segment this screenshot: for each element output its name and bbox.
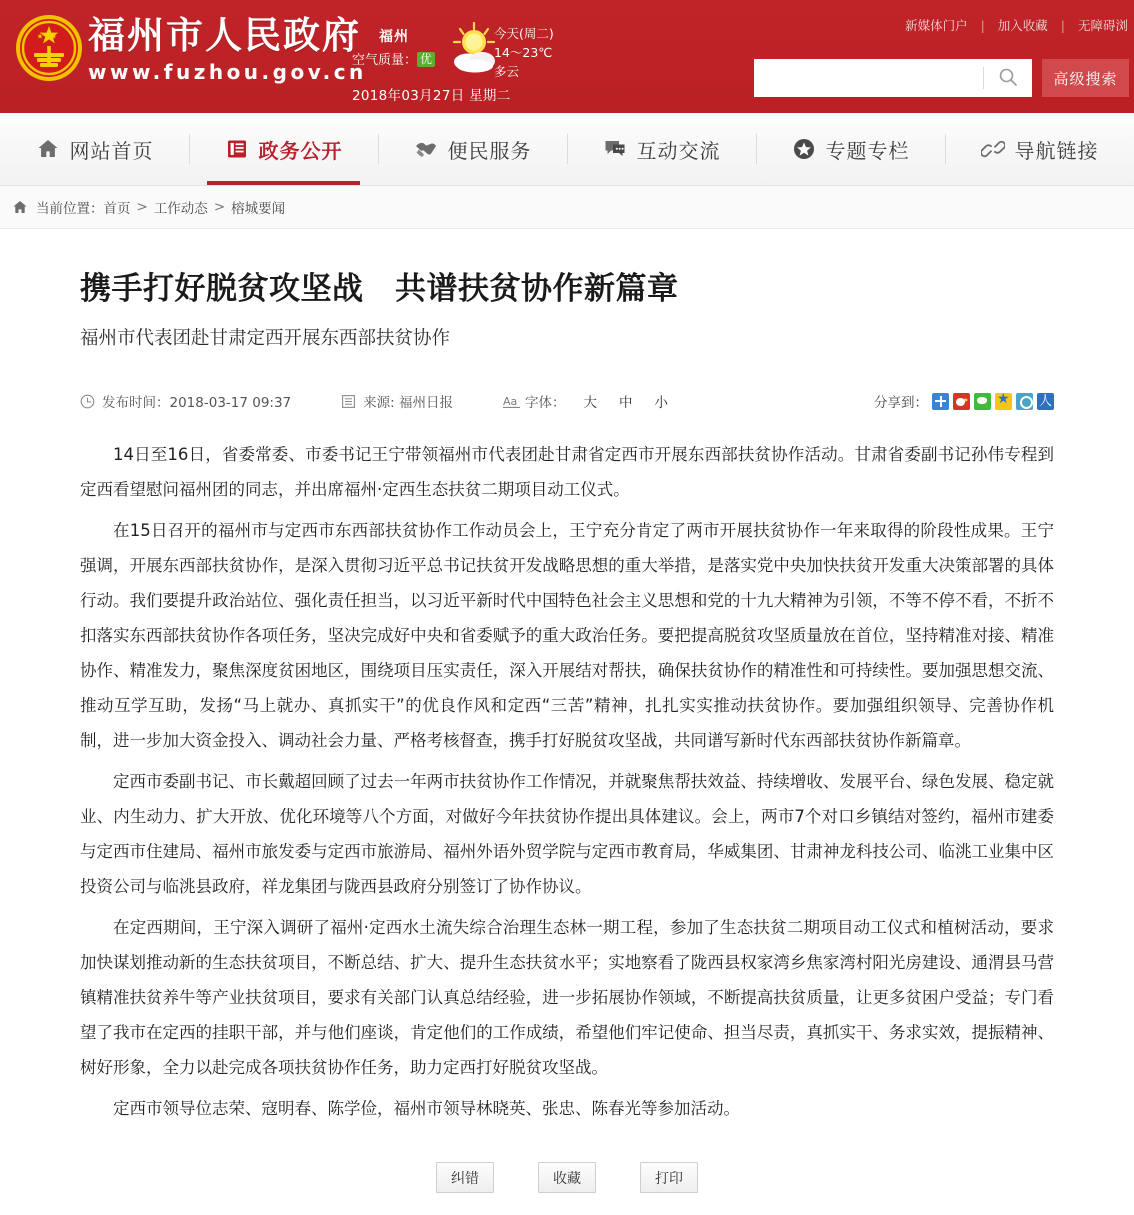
article-body [80,437,1054,1126]
share-label: 分享到： [874,395,928,411]
sina-weibo-icon[interactable] [953,393,970,410]
nav-label: 便民服务 [447,138,532,163]
article-meta-bar [80,381,1054,421]
top-link-add-favorite[interactable]: 加入收藏 [997,18,1048,33]
qzone-icon[interactable] [995,393,1012,410]
search-icon [998,67,1018,90]
article-header [44,267,1090,353]
site-url: www.fuzhou.gov.cn [88,60,367,84]
nav-item-government-affairs[interactable] [189,113,378,185]
current-date: 2018年03月27日 星期二 [352,88,511,104]
top-link-separator: | [1060,18,1065,33]
search-button[interactable] [984,59,1032,97]
favorite-button[interactable]: 收藏 [538,1162,596,1193]
breadcrumb-prefix: 当前位置： [36,201,104,217]
article-paragraph: 定西市领导位志荣、寇明春、陈学俭，福州市领导林晓英、张忠、陈春光等参加活动。 [113,1099,740,1118]
site-logo[interactable] [88,14,367,84]
article-subtitle: 福州市代表团赴甘肃定西开展东西部扶贫协作 [80,328,451,349]
clock-icon [80,394,95,409]
font-size-medium[interactable]: 中 [619,395,633,411]
document-icon [225,137,249,161]
list-icon [341,394,356,409]
report-error-button[interactable]: 纠错 [436,1162,494,1193]
nav-label: 导航链接 [1014,138,1099,163]
nav-item-special-topics[interactable] [756,113,945,185]
top-links [905,16,1128,34]
top-link-accessibility[interactable]: 无障碍浏 [1077,18,1128,33]
font-size-small[interactable]: 小 [654,395,668,411]
print-button[interactable]: 打印 [640,1162,698,1193]
breadcrumb-separator: > [136,199,148,215]
breadcrumb-item-work-updates[interactable]: 工作动态 [153,201,208,217]
weather-condition: 多云 [494,64,520,79]
weather-details [494,24,584,81]
page-title: 携手打好脱贫攻坚战 共谱扶贫协作新篇章 [80,271,679,307]
national-emblem-icon [14,13,84,83]
article-paragraph: 定西市委副书记、市长戴超回顾了过去一年两市扶贫协作工作情况，并就聚焦帮扶效益、持续增收、发展平台、绿色发展、稳定就业、内生动力、扩大开放、优化环境等八个方面，对做好今年扶贫协作提出具体建议。会上，两市7个对口乡镇结对签约，福州市建委与定西市住建局、福州市旅发委与定西市旅游局、福州外语外贸学院与定西市教育局，华威集团、甘肃神龙科技公司、临洮工业集中区投资公司与临洮县政府，祥龙集团与陇西县政府分别签订了协作协议。 [80,772,1054,896]
home-small-icon [12,199,28,215]
link-icon [981,137,1005,161]
article-source [341,391,453,411]
share-plus-icon[interactable] [932,393,949,410]
star-icon [792,137,816,161]
nav-item-navigation-links[interactable] [945,113,1134,185]
publish-time-label: 发布时间：2018-03-17 09:37 [102,395,292,411]
breadcrumb [0,186,1134,229]
article-paragraph: 14日至16日，省委常委、市委书记王宁带领福州市代表团赴甘肃省定西市开展东西部扶贫协作活动。甘肃省委副书记孙伟专程到定西看望慰问福州团的同志，并出席福州·定西生态扶贫二期项目动工仪式。 [80,445,1054,499]
font-size-large[interactable]: 大 [583,395,597,411]
nav-label: 专题专栏 [825,138,910,163]
wechat-icon[interactable] [974,393,991,410]
weather-widget [346,22,576,107]
weather-day: 今天(周二) [494,26,554,41]
search-box [754,59,1032,97]
site-title: 福州市人民政府 [88,14,361,57]
nav-item-public-services[interactable] [378,113,567,185]
article-paragraph: 在定西期间，王宁深入调研了福州·定西水土流失综合治理生态林一期工程，参加了生态扶贫二期项目动工仪式和植树活动，要求加快谋划推动新的生态扶贫项目，不断总结、扩大、提升生态扶贫水平；实地察看了陇西县权家湾乡焦家湾村阳光房建设、通渭县马营镇精准扶贫养牛等产业扶贫项目，要求有关部门认真总结经验，进一步拓展协作领域，不断提高扶贫质量，让更多贫困户受益；专门看望了我市在定西的挂职干部，并与他们座谈，肯定他们的工作成绩，希望他们牢记使命、担当尽责，真抓实干、务求实效，提振精神、树好形象，全力以赴完成各项扶贫协作任务，助力定西打好脱贫攻坚战。 [80,918,1054,1077]
nav-label: 政务公开 [258,138,343,163]
search-area [754,59,1129,97]
svg-text:Aa: Aa [503,394,518,408]
nav-label: 互动交流 [636,138,721,163]
advanced-search-button[interactable]: 高级搜索 [1042,59,1129,97]
nav-label: 网站首页 [69,138,154,163]
chat-icon [603,137,627,161]
article-source-label: 来源: 福州日报 [363,395,453,411]
nav-item-interaction[interactable] [567,113,756,185]
nav-item-home[interactable] [0,113,189,185]
font-size-label: 字体： [525,395,566,411]
top-link-new-media[interactable]: 新媒体门户 [905,18,968,33]
air-quality-badge: 优 [417,52,435,67]
breadcrumb-item-rongcheng-news[interactable]: 榕城要闻 [231,201,286,217]
handshake-icon [414,137,438,161]
weather-temperature: 14～23℃ [494,45,553,60]
article-actions [44,1162,1090,1215]
main-navigation [0,113,1134,186]
renren-icon[interactable] [1037,393,1054,410]
air-quality [352,49,435,68]
pengyou-icon[interactable] [1016,393,1033,410]
air-quality-label: 空气质量： [352,53,418,68]
site-header [0,0,1134,113]
share-bar [874,381,1054,421]
font-size-control [503,391,679,411]
breadcrumb-separator: > [213,199,226,215]
article-paragraph: 在15日召开的福州市与定西市东西部扶贫协作工作动员会上，王宁充分肯定了两市开展扶贫协作一年来取得的阶段性成果。王宁强调，开展东西部扶贫协作，是深入贯彻习近平总书记扶贫开发战略思想的重大举措，是落实党中央加快扶贫开发重大决策部署的具体行动。我们要提升政治站位、强化责任担当，以习近平新时代中国特色社会主义思想和党的十九大精神为引领，不等不停不看，不折不扣落实东西部扶贫协作各项任务，坚决完成好中央和省委赋予的重大政治任务。要把提高脱贫攻坚质量放在首位，坚持精准对接、精准协作、精准发力，聚焦深度贫困地区，围绕项目压实责任，深入开展结对帮扶，确保扶贫协作的精准性和可持续性。要加强思想交流、推动互学互助，发扬“马上就办、真抓实干”的优良作风和定西“三苦”精神，扎扎实实推动扶贫协作。要加强组织领导、完善协作机制，进一步加大资金投入、调动社会力量、严格考核督查，携手打好脱贫攻坚战，共同谱写新时代东西部扶贫协作新篇章。 [80,521,1054,750]
font-size-icon [503,394,518,409]
publish-time [80,391,291,411]
article-container [0,229,1134,1215]
breadcrumb-item-home[interactable]: 首页 [103,201,131,217]
top-link-separator: | [980,18,985,33]
home-icon [36,137,60,161]
weather-city: 福州 [379,29,409,45]
search-input[interactable] [754,60,983,96]
